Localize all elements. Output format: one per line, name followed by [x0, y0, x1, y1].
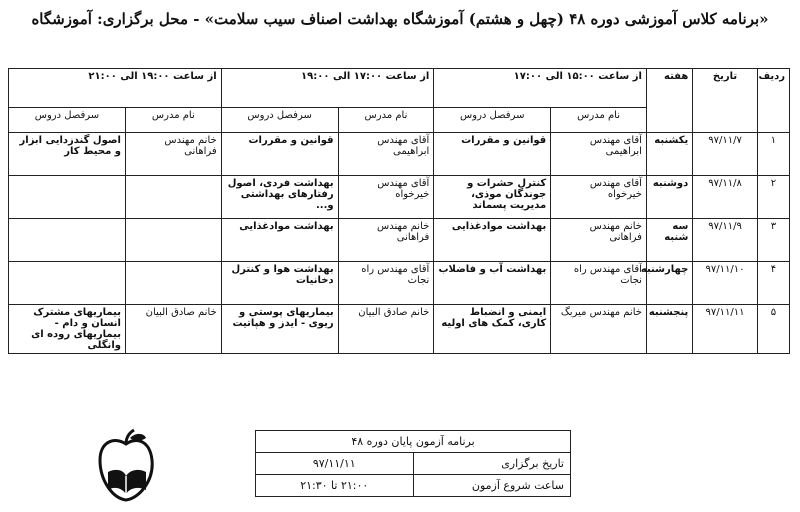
teacher-cell: آقای مهندس خیرخواه: [551, 176, 647, 219]
teacher-cell: آقای مهندس خیرخواه: [338, 176, 434, 219]
row-day: یکشنبه: [646, 133, 692, 176]
exam-title: برنامه آزمون پایان دوره ۴۸: [256, 431, 571, 453]
teacher-cell: خانم مهندس فراهانی: [551, 219, 647, 262]
teacher-cell: خانم مهندس فراهانی: [125, 133, 221, 176]
exam-table: [255, 430, 571, 497]
apple-book-logo-icon: [96, 428, 160, 508]
topic-cell: بیماریهای مشترک انسان و دام - بیماریهای روده ای وانگلی: [9, 305, 126, 354]
row-day: چهارشنبه: [646, 262, 692, 305]
header-topic: سرفصل دروس: [434, 108, 551, 133]
topic-cell: بهداشت آب و فاضلاب: [434, 262, 551, 305]
teacher-cell: خانم صادق البیان: [338, 305, 434, 354]
row-date: ۹۷/۱۱/۸: [693, 176, 757, 219]
header-slot-3: از ساعت ۱۹:۰۰ الی ۲۱:۰۰: [9, 69, 222, 108]
table-row: [9, 262, 790, 305]
header-date: تاریخ: [693, 69, 757, 133]
row-number: ۱: [757, 133, 789, 176]
teacher-cell: خانم مهندس میربگ: [551, 305, 647, 354]
header-slot-1: از ساعت ۱۵:۰۰ الی ۱۷:۰۰: [434, 69, 647, 108]
topic-cell: قوانین و مقررات: [221, 133, 338, 176]
schedule-table: [8, 68, 790, 354]
topic-cell: قوانین و مقررات: [434, 133, 551, 176]
topic-cell: [9, 219, 126, 262]
topic-cell: بهداشت موادغذایی: [221, 219, 338, 262]
topic-cell: ایمنی و انضباط کاری، کمک های اولیه: [434, 305, 551, 354]
topic-cell: بهداشت موادغذایی: [434, 219, 551, 262]
row-number: ۴: [757, 262, 789, 305]
row-date: ۹۷/۱۱/۱۱: [693, 305, 757, 354]
header-teacher: نام مدرس: [551, 108, 647, 133]
table-row: [9, 133, 790, 176]
row-number: ۳: [757, 219, 789, 262]
header-teacher: نام مدرس: [125, 108, 221, 133]
row-day: پنجشنبه: [646, 305, 692, 354]
header-radif: ردیف: [757, 69, 789, 133]
teacher-cell: خانم مهندس فراهانی: [338, 219, 434, 262]
table-row: [9, 176, 790, 219]
topic-cell: بیماریهای پوستی و ریوی - ایدز و هپاتیت: [221, 305, 338, 354]
row-date: ۹۷/۱۱/۱۰: [693, 262, 757, 305]
row-date: ۹۷/۱۱/۹: [693, 219, 757, 262]
exam-date-value: ۹۷/۱۱/۱۱: [256, 453, 414, 475]
header-teacher: نام مدرس: [338, 108, 434, 133]
row-number: ۲: [757, 176, 789, 219]
exam-time-label: ساعت شروع آزمون: [413, 475, 571, 497]
row-day: سه شنبه: [646, 219, 692, 262]
teacher-cell: آقای مهندس ابراهیمی: [338, 133, 434, 176]
exam-date-label: تاریخ برگزاری: [413, 453, 571, 475]
teacher-cell: [125, 176, 221, 219]
row-day: دوشنبه: [646, 176, 692, 219]
table-row: [9, 305, 790, 354]
exam-time-value: ۲۱:۰۰ تا ۲۱:۳۰: [256, 475, 414, 497]
topic-cell: [9, 176, 126, 219]
row-date: ۹۷/۱۱/۷: [693, 133, 757, 176]
header-slot-2: از ساعت ۱۷:۰۰ الی ۱۹:۰۰: [221, 69, 434, 108]
topic-cell: [9, 262, 126, 305]
topic-cell: بهداشت فردی، اصول رفتارهای بهداشتی و...: [221, 176, 338, 219]
teacher-cell: آقای مهندس ابراهیمی: [551, 133, 647, 176]
header-topic: سرفصل دروس: [221, 108, 338, 133]
table-row: [9, 219, 790, 262]
teacher-cell: خانم صادق البیان: [125, 305, 221, 354]
teacher-cell: آقای مهندس راه نجات: [551, 262, 647, 305]
teacher-cell: آقای مهندس راه نجات: [338, 262, 434, 305]
teacher-cell: [125, 262, 221, 305]
header-week: هفته: [646, 69, 692, 133]
teacher-cell: [125, 219, 221, 262]
header-topic: سرفصل دروس: [9, 108, 126, 133]
topic-cell: کنترل حشرات و جوندگان موذی، مدیریت پسماند: [434, 176, 551, 219]
topic-cell: بهداشت هوا و کنترل دخانیات: [221, 262, 338, 305]
page-title: «برنامه کلاس آموزشی دوره ۴۸ (چهل و هشتم) آموزشگاه بهداشت اصناف سیب سلامت» - محل برگزاری: آموزشگاه: [31, 10, 769, 28]
topic-cell: اصول گندزدایی ابزار و محیط کار: [9, 133, 126, 176]
row-number: ۵: [757, 305, 789, 354]
